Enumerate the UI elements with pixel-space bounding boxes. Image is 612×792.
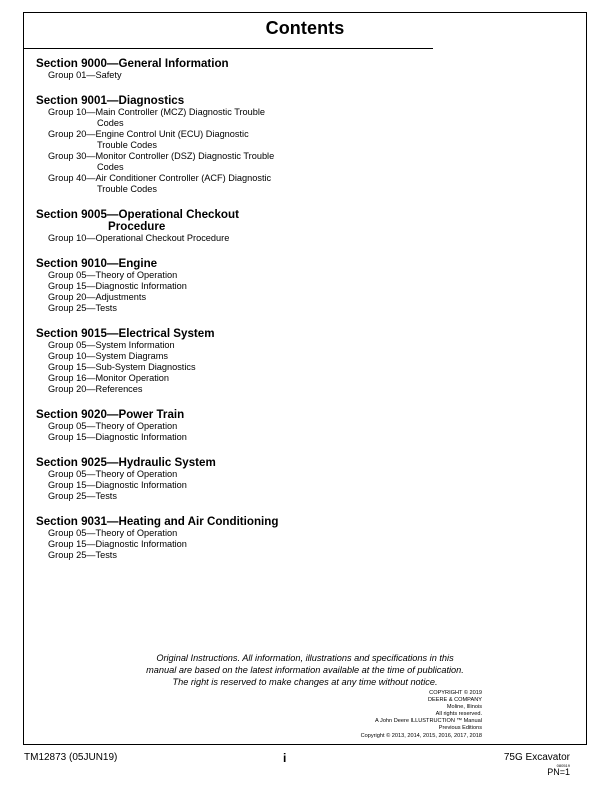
toc-group-item[interactable]: [36, 173, 556, 195]
section-title[interactable]: [36, 457, 556, 469]
group-label: Group 15—Sub-System Diagnostics: [48, 362, 196, 372]
group-label: Group 05—Theory of Operation: [48, 270, 178, 280]
toc-group-item[interactable]: [36, 373, 556, 384]
section-title-text: Section 9020—Power Train: [36, 408, 185, 421]
toc-section: [36, 209, 556, 244]
toc-group-item[interactable]: [36, 469, 556, 480]
toc-section: [36, 58, 556, 81]
group-label: Group 05—System Information: [48, 340, 175, 350]
copyright-block: [24, 690, 482, 740]
toc-group-item[interactable]: [36, 151, 556, 173]
section-title[interactable]: [36, 409, 556, 421]
toc-group-item[interactable]: [36, 233, 556, 244]
toc-group-item[interactable]: [36, 303, 556, 314]
group-label: Group 15—Diagnostic Information: [48, 480, 187, 490]
toc-group-item[interactable]: [36, 70, 556, 81]
group-label: Group 40—Air Conditioner Controller (ACF) Diagnostic: [48, 173, 272, 183]
toc-group-item[interactable]: [36, 421, 556, 432]
group-label: Group 01—Safety: [48, 70, 122, 80]
group-label: Group 30—Monitor Controller (DSZ) Diagnostic Trouble: [48, 151, 275, 161]
toc-group-item[interactable]: [36, 281, 556, 292]
copyright-line: Moline, Illinois: [446, 704, 482, 710]
toc-group-item[interactable]: [36, 362, 556, 373]
group-label-continuation: Codes: [97, 162, 124, 172]
section-title-text: Section 9010—Engine: [36, 257, 158, 270]
doc-id: TM12873 (05JUN19): [24, 752, 118, 763]
group-label: Group 10—Main Controller (MCZ) Diagnostic Trouble: [48, 107, 266, 117]
group-label: Group 25—Tests: [48, 491, 117, 501]
section-title-text: Section 9001—Diagnostics: [36, 94, 185, 107]
pn-label: PN=1: [547, 767, 570, 777]
toc-group-item[interactable]: [36, 550, 556, 561]
copyright-line: Previous Editions: [438, 725, 482, 731]
toc-section: [36, 258, 556, 314]
notice-line: The right is reserved to make changes at any time without notice.: [172, 677, 438, 687]
group-label: Group 15—Diagnostic Information: [48, 539, 187, 549]
title-divider: [24, 48, 433, 49]
section-title[interactable]: [36, 258, 556, 270]
toc-group-item[interactable]: [36, 292, 556, 303]
toc-section: [36, 516, 556, 561]
section-title[interactable]: [36, 516, 556, 528]
footer-code: 080519: [556, 763, 570, 768]
group-label: Group 05—Theory of Operation: [48, 469, 178, 479]
toc-group-item[interactable]: [36, 351, 556, 362]
toc-group-item[interactable]: [36, 384, 556, 395]
group-label: Group 05—Theory of Operation: [48, 421, 178, 431]
group-label: Group 15—Diagnostic Information: [48, 281, 187, 291]
model-name: 75G Excavator: [503, 752, 570, 763]
toc-group-item[interactable]: [36, 539, 556, 550]
group-label-continuation: Codes: [97, 118, 124, 128]
toc-group-item[interactable]: [36, 491, 556, 502]
toc-group-item[interactable]: [36, 107, 556, 129]
copyright-line: COPYRIGHT © 2019: [429, 690, 482, 696]
group-label: Group 15—Diagnostic Information: [48, 432, 187, 442]
toc-group-item[interactable]: [36, 340, 556, 351]
group-label: Group 10—Operational Checkout Procedure: [48, 233, 230, 243]
toc-section: [36, 328, 556, 395]
group-label: Group 25—Tests: [48, 550, 117, 560]
section-title-text: Section 9005—Operational Checkout: [36, 208, 239, 221]
section-title[interactable]: [36, 95, 556, 107]
section-title[interactable]: [36, 328, 556, 340]
notice-line: Original Instructions. All information, illustrations and specifications in this: [156, 653, 454, 663]
group-label: Group 20—References: [48, 384, 143, 394]
group-label: Group 25—Tests: [48, 303, 117, 313]
notice-line: manual are based on the latest information available at the time of publication.: [146, 665, 464, 675]
group-label: Group 10—System Diagrams: [48, 351, 168, 361]
section-title-continuation: Procedure: [108, 220, 166, 233]
group-label-continuation: Trouble Codes: [97, 140, 157, 150]
group-label: Group 16—Monitor Operation: [48, 373, 170, 383]
toc-group-item[interactable]: [36, 129, 556, 151]
copyright-line: DEERE & COMPANY: [428, 697, 482, 703]
copyright-line: All rights reserved.: [435, 711, 482, 717]
toc-group-item[interactable]: [36, 480, 556, 491]
page-number: i: [283, 751, 287, 765]
page-frame: [23, 12, 587, 745]
toc-group-item[interactable]: [36, 528, 556, 539]
section-title-text: Section 9031—Heating and Air Conditioning: [36, 515, 279, 528]
toc-group-item[interactable]: [36, 270, 556, 281]
group-label-continuation: Trouble Codes: [97, 184, 157, 194]
section-title[interactable]: [36, 58, 556, 70]
section-title-text: Section 9015—Electrical System: [36, 327, 215, 340]
page-title: Contents: [265, 18, 345, 38]
copyright-line: A John Deere ILLUSTRUCTION ™ Manual: [375, 718, 482, 724]
copyright-line: Copyright © 2013, 2014, 2015, 2016, 2017, 2018: [360, 733, 482, 739]
section-title-text: Section 9000—General Information: [36, 57, 229, 70]
section-title[interactable]: [36, 209, 556, 233]
group-label: Group 05—Theory of Operation: [48, 528, 178, 538]
toc-group-item[interactable]: [36, 432, 556, 443]
contents-list: [36, 58, 556, 575]
toc-section: [36, 457, 556, 502]
notice-text: [24, 652, 586, 688]
group-label: Group 20—Adjustments: [48, 292, 147, 302]
section-title-text: Section 9025—Hydraulic System: [36, 456, 216, 469]
toc-section: [36, 409, 556, 443]
group-label: Group 20—Engine Control Unit (ECU) Diagnostic: [48, 129, 249, 139]
toc-section: [36, 95, 556, 195]
